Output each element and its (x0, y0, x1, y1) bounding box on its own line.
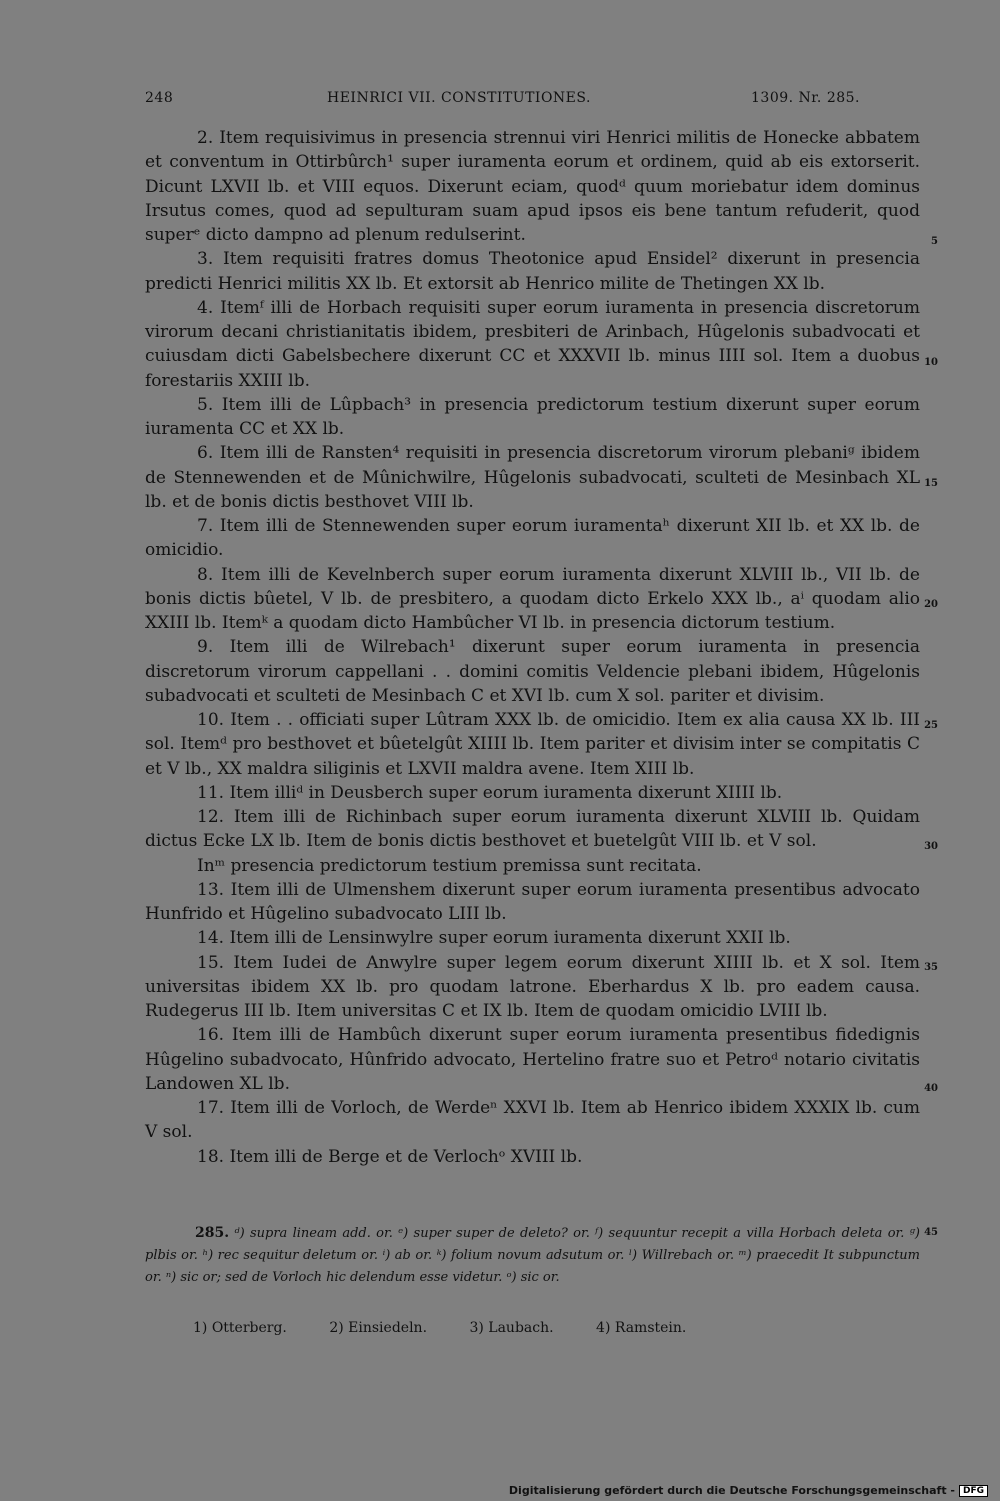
paragraph: 5. Item illi de Lûpbach³ in presencia predictorum testium dixerunt super eorum iuramenta CC et XX lb. (145, 394, 920, 439)
page-number: 248 (145, 90, 174, 106)
funding-text: Digitalisierung gefördert durch die Deutsche Forschungsgemeinschaft - (508, 1484, 955, 1497)
paragraph: 3. Item requisiti fratres domus Theotonice apud Ensidel² dixerunt in presencia predicti Henrici militis XX lb. Et extorsit ab Henrico milite de Thetingen XX lb. (145, 249, 920, 294)
paragraph: 11. Item illiᵈ in Deusberch super eorum iuramenta dixerunt XIIII lb. (197, 782, 783, 803)
paragraph: 10. Item . . officiati super Lûtram XXX lb. de omicidio. Item ex alia causa XX lb. III sol. Itemᵈ pro besthovet et bûetelgût XIIII lb. Item pariter et divisim inter se compitatis C et V lb., XX maldra siliginis et LXVII maldra avene. Item XIII lb. (145, 710, 920, 779)
line-number: 30 (924, 841, 938, 852)
header-title: HEINRICI VII. CONSTITUTIONES. (327, 90, 591, 106)
paragraph: 2. Item requisivimus in presencia strennui viri Henrici militis de Honecke abbatem et conventum in Ottirbûrch¹ super iuramenta eorum et ordinem, quid ab eis extorserit. Dicunt LXVII lb. et VIII equos. Dixerunt eciam, quodᵈ quum moriebatur idem dominus Irsutus comes, quod ad sepulturam suam apud ipsos eis bene tantum refuderit, quod superᵉ dicto dampno ad plenum redulserint. (145, 128, 920, 245)
line-number: 40 (924, 1083, 938, 1094)
paragraph: 6. Item illi de Ransten⁴ requisiti in presencia discretorum virorum plebaniᵍ ibidem de Stennewenden et de Mûnichwilre, Hûgelonis subadvocati, sculteti de Mesinbach XL lb. et de bonis dictis besthovet VIII lb. (145, 443, 920, 512)
line-number: 10 (924, 357, 938, 368)
line-number: 20 (924, 599, 938, 610)
paragraph: Inᵐ presencia predictorum testium premissa sunt recitata. (197, 855, 702, 876)
paragraph: 18. Item illi de Berge et de Verlochᵒ XVIII lb. (197, 1146, 583, 1167)
funding-footer (509, 1484, 988, 1497)
paragraph: 17. Item illi de Vorloch, de Werdeⁿ XXVI lb. Item ab Henrico ibidem XXXIX lb. cum V sol. (145, 1098, 920, 1143)
paragraph: 16. Item illi de Hambûch dixerunt super eorum iuramenta presentibus fidedignis Hûgelino subadvocato, Hûnfrido advocato, Hertelino fratre suo et Petroᵈ notario civitatis Landowen XL lb. (145, 1025, 920, 1094)
line-number: 5 (931, 236, 938, 247)
critical-apparatus (145, 1222, 920, 1289)
footnote-number: 285. (195, 1225, 230, 1241)
paragraph: 9. Item illi de Wilrebach¹ dixerunt super eorum iuramenta in presencia discretorum virorum cappellani . . domini comitis Veldencie plebani ibidem, Hûgelonis subadvocati et sculteti de Mesinbach C et XVI lb. cum X sol. pariter et divisim. (145, 637, 920, 706)
source-notes (193, 1320, 724, 1336)
main-text (145, 126, 920, 1169)
line-number: 35 (924, 962, 938, 973)
source-note: 3) Laubach. (469, 1320, 554, 1336)
paragraph: 7. Item illi de Stennewenden super eorum iuramentaʰ dixerunt XII lb. et XX lb. de omicidio. (145, 516, 920, 561)
paragraph: 14. Item illi de Lensinwylre super eorum iuramenta dixerunt XXII lb. (197, 928, 791, 949)
line-number: 45 (924, 1227, 938, 1238)
source-note: 1) Otterberg. (193, 1320, 287, 1336)
paragraph: 15. Item Iudei de Anwylre super legem eorum dixerunt XIIII lb. et X sol. Item universitas ibidem XX lb. pro quodam latrone. Eberhardus X lb. pro eadem causa. Rudegerus III lb. Item universitas C et IX lb. Item de quodam omicidio LVIII lb. (145, 952, 920, 1021)
paragraph: 4. Itemᶠ illi de Horbach requisiti super eorum iuramenta in presencia discretorum virorum decani christianitatis ibidem, presbiteri de Arinbach, Hûgelonis subadvocati et cuiusdam dicti Gabelsbechere dixerunt CC et XXXVII lb. minus IIII sol. Item a duobus forestariis XXIII lb. (145, 297, 920, 391)
source-note: 2) Einsiedeln. (329, 1320, 428, 1336)
paragraph: 13. Item illi de Ulmenshem dixerunt super eorum iuramenta presentibus advocato Hunfrido et Hûgelino subadvocato LIII lb. (145, 879, 920, 924)
source-note: 4) Ramstein. (596, 1320, 687, 1336)
line-number: 25 (924, 720, 938, 731)
paragraph: 12. Item illi de Richinbach super eorum iuramenta dixerunt XLVIII lb. Quidam dictus Ecke LX lb. Item de bonis dictis besthovet et buetelgût VIII lb. et V sol. (145, 807, 920, 852)
paragraph: 8. Item illi de Kevelnberch super eorum iuramenta dixerunt XLVIII lb., VII lb. de bonis dictis bûetel, V lb. de presbitero, a quodam dicto Erkelo XXX lb., aⁱ quodam alio XXIII lb. Itemᵏ a quodam dicto Hambûcher VI lb. in presencia dictorum testium. (145, 564, 920, 633)
dfg-logo: DFG (959, 1485, 988, 1497)
header-year: 1309. Nr. 285. (751, 90, 861, 106)
line-number: 15 (924, 478, 938, 489)
footnote-text: ᵈ) supra lineam add. or. ᵉ) super super de deleto? or. ᶠ) sequuntur recepit a villa Horbach deleta or. ᵍ) plbis or. ʰ) rec sequitur deletum or. ⁱ) ab or. ᵏ) folium novum adsutum or. ˡ) Willrebach or. ᵐ) praecedit It subpunctum or. ⁿ) sic or; sed de Vorloch hic delendum esse videtur. ᵒ) sic or. (145, 1226, 920, 1285)
